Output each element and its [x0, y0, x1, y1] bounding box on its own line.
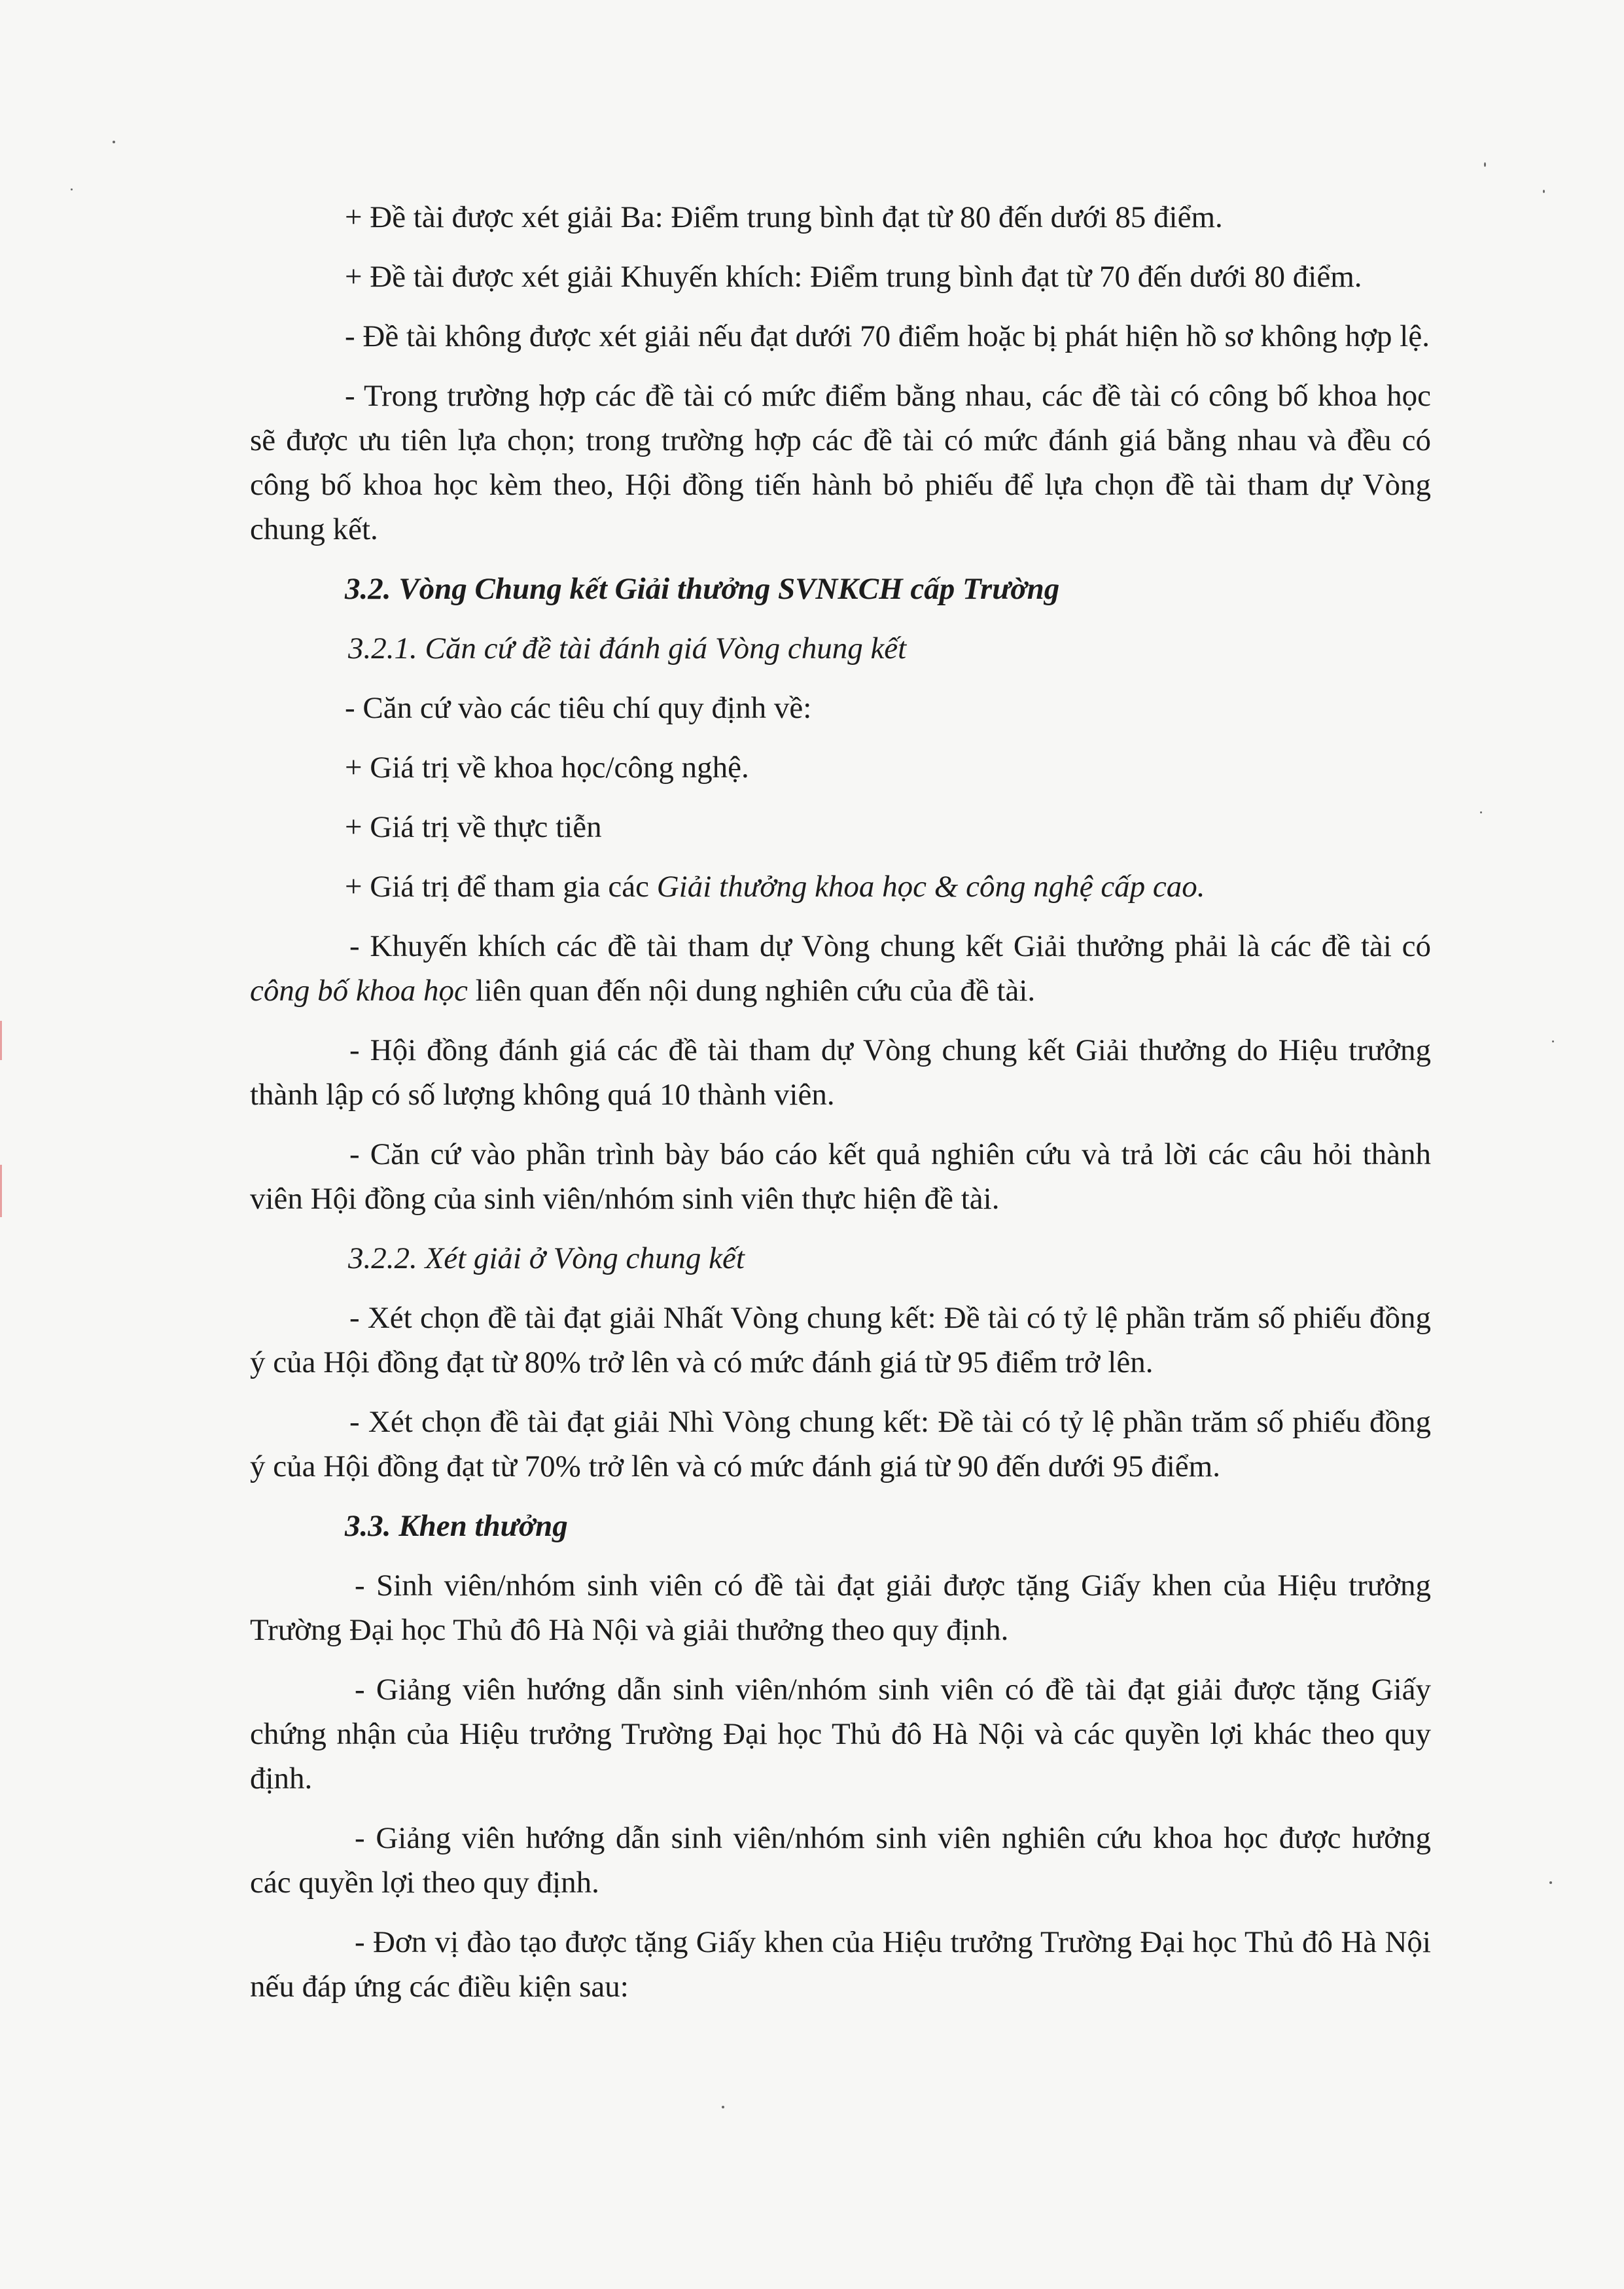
- criteria-high-level-awards: + Giá trị để tham gia các Giải thưởng khoa học & công nghệ cấp cao.: [345, 870, 1205, 904]
- section-heading-3-3: 3.3. Khen thưởng: [345, 1509, 568, 1543]
- paragraph-council-composition: - Hội đồng đánh giá các đề tài tham dự Vòng chung kết Giải thưởng do Hiệu trưởng thành lập có số lượng không quá 10 thành viên.: [250, 1033, 1431, 1112]
- paragraph-unit-reward: - Đơn vị đào tạo được tặng Giấy khen của Hiệu trưởng Trường Đại học Thủ đô Hà Nội nếu đáp ứng các điều kiện sau:: [250, 1925, 1431, 2004]
- scan-edge-mark: [0, 1021, 2, 1060]
- paragraph-criteria-intro: - Căn cứ vào các tiêu chí quy định về:: [345, 691, 812, 725]
- paragraph-first-prize: - Xét chọn đề tài đạt giải Nhất Vòng chung kết: Đề tài có tỷ lệ phần trăm số phiếu đồng ý của Hội đồng đạt từ 80% trở lên và có mức đánh giá từ 95 điểm trở lên.: [250, 1301, 1431, 1379]
- paragraph-supervisor-certificate: - Giảng viên hướng dẫn sinh viên/nhóm sinh viên có đề tài đạt giải được tặng Giấy chứng nhận của Hiệu trưởng Trường Đại học Thủ đô Hà Nội và các quyền lợi khác theo quy định.: [250, 1673, 1431, 1796]
- criteria-third-prize: + Đề tài được xét giải Ba: Điểm trung bình đạt từ 80 đến dưới 85 điểm.: [345, 200, 1223, 234]
- scan-speck: [1480, 811, 1482, 813]
- scan-speck: [1549, 1881, 1552, 1884]
- criteria-scientific-value: + Giá trị về khoa học/công nghệ.: [345, 751, 749, 785]
- paragraph-not-awarded: - Đề tài không được xét giải nếu đạt dưới 70 điểm hoặc bị phát hiện hồ sơ không hợp lệ.: [345, 319, 1430, 353]
- scan-speck: [1484, 162, 1486, 167]
- scan-speck: [1552, 1040, 1554, 1042]
- paragraph-tie-break: - Trong trường hợp các đề tài có mức điểm bằng nhau, các đề tài có công bố khoa học sẽ được ưu tiên lựa chọn; trong trường hợp các đề tài có mức đánh giá bằng nhau và đều có công bố khoa học kèm theo, Hội đồng tiến hành bỏ phiếu để lựa chọn đề tài tham dự Vòng chung kết.: [250, 379, 1431, 546]
- criteria-consolation-prize: + Đề tài được xét giải Khuyến khích: Điểm trung bình đạt từ 70 đến dưới 80 điểm.: [345, 260, 1362, 294]
- subsection-heading-3-2-2: 3.2.2. Xét giải ở Vòng chung kết: [348, 1241, 745, 1275]
- scan-speck: [71, 188, 73, 190]
- paragraph-second-prize: - Xét chọn đề tài đạt giải Nhì Vòng chung kết: Đề tài có tỷ lệ phần trăm số phiếu đồng ý của Hội đồng đạt từ 70% trở lên và có mức đánh giá từ 90 đến dưới 95 điểm.: [250, 1405, 1431, 1483]
- paragraph-supervisor-benefits: - Giảng viên hướng dẫn sinh viên/nhóm sinh viên nghiên cứu khoa học được hưởng các quyền lợi theo quy định.: [250, 1821, 1431, 1900]
- scan-speck: [113, 141, 115, 143]
- scan-speck: [722, 2106, 724, 2108]
- scan-edge-mark: [0, 1165, 2, 1217]
- paragraph-student-reward: - Sinh viên/nhóm sinh viên có đề tài đạt giải được tặng Giấy khen của Hiệu trưởng Trường Đại học Thủ đô Hà Nội và giải thưởng theo quy định.: [250, 1569, 1431, 1647]
- criteria-practical-value: + Giá trị về thực tiễn: [345, 810, 602, 844]
- paragraph-encourage-publication: - Khuyến khích các đề tài tham dự Vòng chung kết Giải thưởng phải là các đề tài có công bố khoa học liên quan đến nội dung nghiên cứu của đề tài.: [250, 929, 1431, 1008]
- scan-speck: [1543, 190, 1545, 193]
- subsection-heading-3-2-1: 3.2.1. Căn cứ đề tài đánh giá Vòng chung kết: [348, 631, 907, 665]
- document-body: [250, 195, 1431, 2024]
- paragraph-presentation-basis: - Căn cứ vào phần trình bày báo cáo kết quả nghiên cứu và trả lời các câu hỏi thành viên Hội đồng của sinh viên/nhóm sinh viên thực hiện đề tài.: [250, 1137, 1431, 1216]
- section-heading-3-2: 3.2. Vòng Chung kết Giải thưởng SVNKCH cấp Trường: [345, 572, 1060, 606]
